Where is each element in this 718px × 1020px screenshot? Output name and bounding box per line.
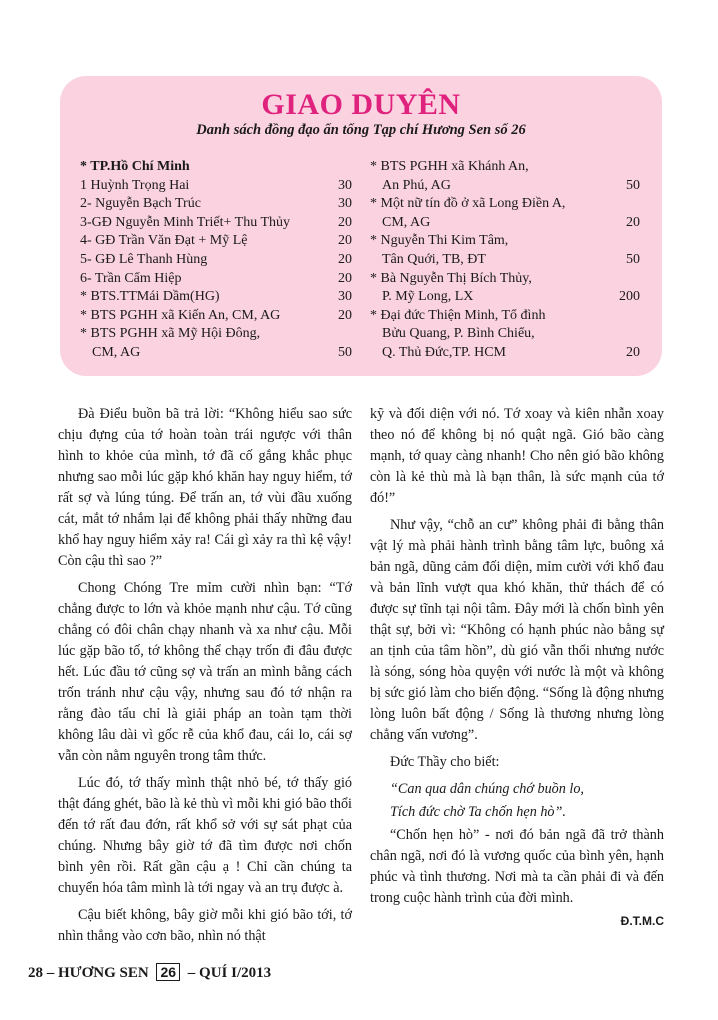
donor-row bbox=[80, 195, 352, 214]
box-subtitle: Danh sách đồng đạo ấn tống Tạp chí Hương Sen số 26 bbox=[196, 122, 526, 138]
donor-name: CM, AG bbox=[382, 214, 431, 230]
article-column-1 bbox=[58, 404, 352, 953]
donor-name: P. Mỹ Long, LX bbox=[382, 289, 474, 305]
donor-amount: 50 bbox=[626, 251, 640, 267]
donor-row bbox=[80, 177, 352, 196]
donor-list-box bbox=[60, 76, 662, 376]
donor-name: CM, AG bbox=[92, 344, 141, 360]
donor-row bbox=[370, 344, 640, 363]
donor-name: * Một nữ tín đồ ở xã Long Điền A, bbox=[370, 196, 566, 212]
donor-amount: 20 bbox=[626, 214, 640, 230]
issue-number: 26 bbox=[156, 963, 180, 981]
donor-amount: 50 bbox=[338, 344, 352, 360]
donor-name: 6- Trần Cẩm Hiệp bbox=[80, 270, 182, 286]
donor-name: Bửu Quang, P. Bình Chiểu, bbox=[382, 326, 535, 342]
paragraph: Như vậy, “chỗ an cư” không phải đi bằng thân vật lý mà phải hành trình bằng tâm lực, buông xả bản ngã, dũng cảm đối diện, mỉm cười với khổ đau và bản lĩnh vượt qua khó khăn, thử thách để có được sự tĩnh tại nội tâm. Đây mới là chốn bình yên thật sự, bởi vì: “Không có hạnh phúc nào bằng sự an tịnh của tâm hồn”, dù gió vẫn thổi nhưng nước là sóng, sóng hòa quyện với nước là một và không bị sức gió làm cho biến động. “Sống là động nhưng lòng luôn bất động / Sống là thương nhưng lòng chẳng vấn vương”. bbox=[370, 517, 664, 743]
paragraph: “Chốn hẹn hò” - nơi đó bản ngã đã trở thành chân ngã, nơi đó là vương quốc của bình yên, hạnh phúc và tình thương. Nơi mà ta cần phải đi và đến trong cuộc hành trình của đời mình. bbox=[370, 827, 664, 906]
donor-row bbox=[370, 195, 640, 214]
magazine-name: – HƯƠNG SEN bbox=[46, 965, 149, 981]
donor-name: 3-GĐ Nguyễn Minh Triết+ Thu Thủy bbox=[80, 214, 290, 230]
donor-column-left bbox=[80, 158, 352, 363]
donor-row bbox=[80, 232, 352, 251]
donor-name: Tân Quới, TB, ĐT bbox=[382, 251, 486, 267]
donor-row bbox=[370, 325, 640, 344]
donor-amount: 30 bbox=[338, 177, 352, 193]
page-number: 28 bbox=[28, 965, 43, 981]
donor-amount: 20 bbox=[338, 270, 352, 286]
issue-period: – QUÍ I/2013 bbox=[187, 965, 272, 981]
donor-row bbox=[370, 177, 640, 196]
donor-name: * TP.Hồ Chí Minh bbox=[80, 159, 190, 174]
donor-amount: 20 bbox=[626, 344, 640, 360]
article-column-2 bbox=[370, 404, 664, 932]
donor-row bbox=[370, 251, 640, 270]
donor-amount: 200 bbox=[619, 289, 640, 305]
paragraph: Đức Thầy cho biết: bbox=[390, 754, 500, 770]
donor-name: 2- Nguyễn Bạch Trúc bbox=[80, 196, 201, 212]
donor-name: * BTS.TTMái Dầm(HG) bbox=[80, 289, 220, 305]
donor-amount: 20 bbox=[338, 233, 352, 249]
paragraph: Lúc đó, tớ thấy mình thật nhỏ bé, tớ thấy gió thật đáng ghét, bão là kẻ thù vì mỗi khi gió bão thổi đến tớ rất đau đớn, rất khổ sở với sự sát phạt của chúng. Nhưng bây giờ tớ đã tìm được nơi chốn bình yên rồi. Rất gần cậu ạ ! Chỉ cần chúng ta chuyển hóa tâm mình là tới ngay và an trụ được à. bbox=[58, 775, 352, 896]
donor-amount: 20 bbox=[338, 214, 352, 230]
paragraph: Cậu biết không, bây giờ mỗi khi gió bão tới, tớ nhìn thẳng vào cơn bão, nhìn nó thật bbox=[58, 907, 352, 944]
donor-row bbox=[80, 307, 352, 326]
paragraph: kỹ và đối diện với nó. Tớ xoay và kiên nhẫn xoay theo nó để không bị nó quật ngã. Gió bão càng mạnh, tớ quay càng nhanh! Cho nên gió bão không còn là kẻ thù mà là bạn thân, là sức mạnh của tớ đó!” bbox=[370, 406, 664, 506]
donor-name: * Nguyễn Thi Kim Tâm, bbox=[370, 233, 509, 249]
donor-name: 1 Huỳnh Trọng Hai bbox=[80, 177, 190, 193]
donor-amount: 50 bbox=[626, 177, 640, 193]
donor-row bbox=[80, 270, 352, 289]
page-footer bbox=[28, 963, 271, 982]
donor-name: * Bà Nguyễn Thị Bích Thủy, bbox=[370, 270, 532, 286]
verse-line: “Can qua dân chúng chớ buồn lo, bbox=[390, 781, 584, 797]
donor-row bbox=[370, 158, 640, 177]
paragraph: Đà Điểu buồn bã trả lời: “Không hiểu sao sức chịu đựng của tớ hoàn toàn trái ngược với thân hình to khỏe của mình, tớ đã cố gắng khắc phục nhưng sao mỗi lúc gặp khó khăn hay nguy hiểm, tớ rất sợ và lúng túng. Để trấn an, tớ vùi đầu xuống cát, mắt tớ nhắm lại để không phải thấy những đau khổ hay nguy hiểm xảy ra! Cái gì xảy ra thì kệ vậy! Còn cậu thì sao ?” bbox=[58, 406, 352, 569]
donor-amount: 20 bbox=[338, 251, 352, 267]
donor-row bbox=[80, 251, 352, 270]
verse-line: Tích đức chờ Ta chốn hẹn hò”. bbox=[390, 804, 566, 820]
donor-name: * BTS PGHH xã Mỹ Hội Đông, bbox=[80, 326, 261, 342]
donor-amount: 30 bbox=[338, 196, 352, 212]
donor-amount: 30 bbox=[338, 289, 352, 305]
donor-row bbox=[80, 344, 352, 363]
donor-row bbox=[370, 288, 640, 307]
donor-row bbox=[370, 214, 640, 233]
donor-name: * BTS PGHH xã Kiến An, CM, AG bbox=[80, 307, 281, 323]
donor-name: * BTS PGHH xã Khánh An, bbox=[370, 159, 529, 174]
paragraph: Chong Chóng Tre mỉm cười nhìn bạn: “Tớ chẳng được to lớn và khỏe mạnh như cậu. Tớ cũng chẳng có đôi chân chạy nhanh và xa như cậu. Mỗi lúc gặp bão tố, tớ không thể chạy trốn đi đâu được hết. Lúc đầu tớ cũng sợ và trấn an mình bằng cách trốn tránh như cậu vậy, nhưng sau đó tớ nhận ra rằng đào tẩu chỉ là giải pháp an toàn tạm thời không lâu dài vì gốc rễ của khổ đau, cái lo, cái sợ vẫn còn nằm nguyên trong tâm thức. bbox=[58, 580, 352, 764]
box-title: GIAO DUYÊN bbox=[261, 88, 461, 121]
donor-row bbox=[80, 325, 352, 344]
donor-row bbox=[80, 288, 352, 307]
donor-name: 5- GĐ Lê Thanh Hùng bbox=[80, 251, 208, 267]
donor-column-right bbox=[370, 158, 640, 363]
donor-name: Q. Thủ Đức,TP. HCM bbox=[382, 344, 507, 360]
donor-name: 4- GĐ Trần Văn Đạt + Mỹ Lệ bbox=[80, 233, 248, 249]
donor-row bbox=[80, 158, 352, 177]
donor-row bbox=[80, 214, 352, 233]
donor-row bbox=[370, 232, 640, 251]
donor-name: * Đại đức Thiện Minh, Tổ đình bbox=[370, 307, 546, 323]
donor-row bbox=[370, 307, 640, 326]
donor-amount: 20 bbox=[338, 307, 352, 323]
donor-name: An Phú, AG bbox=[382, 177, 451, 193]
author-signature: Đ.T.M.C bbox=[620, 914, 664, 928]
donor-row bbox=[370, 270, 640, 289]
